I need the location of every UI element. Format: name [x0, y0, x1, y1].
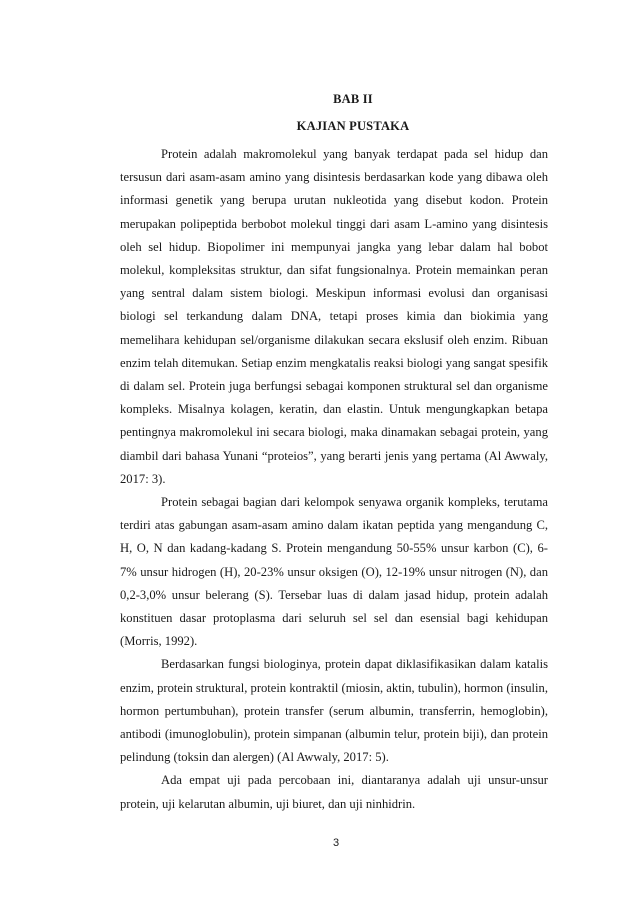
paragraph: Ada empat uji pada percobaan ini, diantaranya adalah uji unsur-unsur protein, uji kelarutan albumin, uji biuret, dan uji ninhidrin.	[120, 773, 548, 811]
paragraph: Protein adalah makromolekul yang banyak terdapat pada sel hidup dan tersusun dari asam-asam amino yang disintesis berdasarkan kode yang dibawa oleh informasi genetik yang berupa urutan nukleotida yang disebut kodon. Protein merupakan polipeptida berbobot molekul tinggi dari asam L-amino yang disintesis oleh sel hidup. Biopolimer ini mempunyai jangka yang lebar dalam hal bobot molekul, kompleksitas struktur, dan sifat fungsionalnya. Protein memainkan peran yang sentral dalam sistem biologi. Meskipun informasi evolusi dan organisasi biologi sel terkandung dalam DNA, tetapi proses kimia dan biokimia yang memelihara kehidupan sel/organisme dilakukan secara ekslusif oleh enzim. Ribuan enzim telah ditemukan. Setiap enzim mengkatalis reaksi biologi yang sangat spesifik di dalam sel. Protein juga berfungsi sebagai komponen struktural sel dan organisme kompleks. Misalnya kolagen, keratin, dan elastin. Untuk mengungkapkan betapa pentingnya makromolekul ini secara biologi, maka dinamakan sebagai protein, yang diambil dari bahasa Yunani “proteios”, yang berarti jenis yang pertama (Al Awwaly, 2017: 3).	[120, 147, 548, 486]
page-number: 3	[332, 837, 340, 849]
section-title: KAJIAN PUSTAKA	[296, 119, 410, 133]
body-text	[120, 143, 548, 816]
chapter-heading: BAB II	[333, 92, 373, 106]
paragraph: Berdasarkan fungsi biologinya, protein dapat diklasifikasikan dalam katalis enzim, protein struktural, protein kontraktil (miosin, aktin, tubulin), hormon (insulin, hormon pertumbuhan), protein transfer (serum albumin, transferrin, hemoglobin), antibodi (imunoglobulin), protein simpanan (albumin telur, protein biji), dan protein pelindung (toksin dan alergen) (Al Awwaly, 2017: 5).	[120, 657, 548, 765]
paragraph: Protein sebagai bagian dari kelompok senyawa organik kompleks, terutama terdiri atas gabungan asam-asam amino dalam ikatan peptida yang mengandung C, H, O, N dan kadang-kadang S. Protein mengandung 50-55% unsur karbon (C), 6-7% unsur hidrogen (H), 20-23% unsur oksigen (O), 12-19% unsur nitrogen (N), dan 0,2-3,0% unsur belerang (S). Tersebar luas di dalam jasad hidup, protein adalah konstituen dasar protoplasma dari seluruh sel sel dan esensial bagi kehidupan (Morris, 1992).	[120, 495, 548, 649]
